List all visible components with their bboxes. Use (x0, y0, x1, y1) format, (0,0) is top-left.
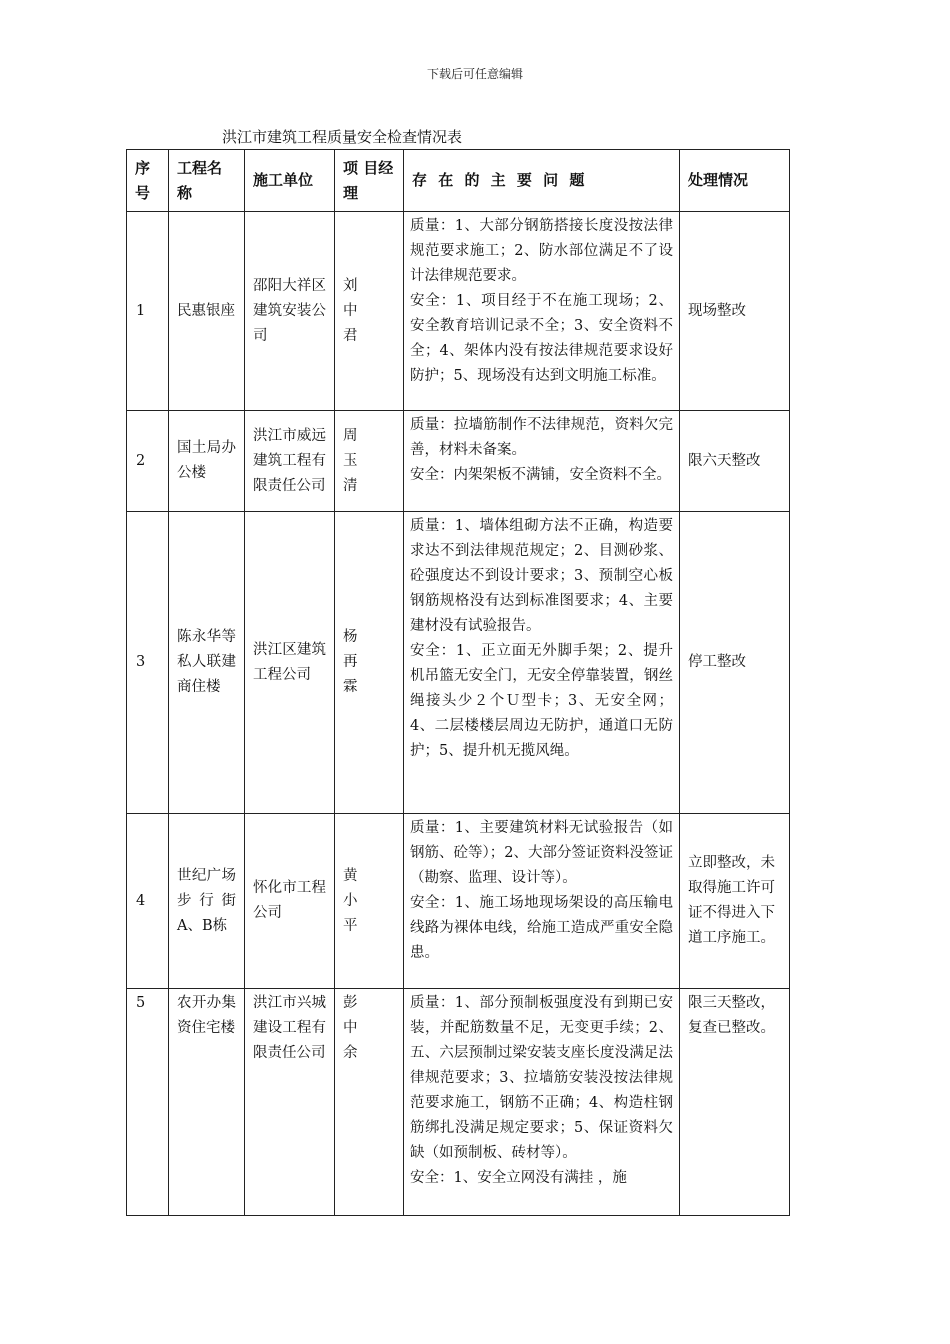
project-name: 民惠银座 (169, 212, 245, 411)
handling-result: 停工整改 (680, 512, 790, 814)
issues-cell (404, 814, 680, 989)
row-no: 1 (127, 212, 169, 411)
row-no: 3 (127, 512, 169, 814)
quality-issues: 质量：1、墙体组砌方法不正确，构造要求达不到法律规范规定；2、目测砂浆、砼强度达不到设计要求；3、预制空心板钢筋规格没有达到标准图要求；4、主要建材没有试验报告。 (410, 518, 673, 634)
quality-issues: 质量：1、部分预制板强度没有到期已安装，并配筋数量不足，无变更手续；2、五、六层预制过梁安装支座长度没满足法律规范要求；3、拉墙筋安装没按法律规范要求施工，钢筋不正确；4、构造柱钢筋绑扎没满足规定要求；5、保证资料欠缺（如预制板、砖材等）。 (410, 995, 673, 1161)
construction-unit: 洪江市兴城建设工程有限责任公司 (245, 989, 335, 1216)
safety-issues: 安全：内架架板不满铺，安全资料不全。 (410, 467, 671, 483)
construction-unit: 洪江区建筑工程公司 (245, 512, 335, 814)
safety-issues: 安全：1、正立面无外脚手架；2、提升机吊篮无安全门，无安全停靠装置，钢丝绳接头少２个Ｕ型卡；3、无安全网；4、二层楼楼层周边无防护，通道口无防护；5、提升机无揽风绳。 (410, 643, 673, 759)
header-result: 处理情况 (680, 150, 790, 212)
issues-cell (404, 989, 680, 1216)
construction-unit: 洪江市威远建筑工程有限责任公司 (245, 411, 335, 512)
project-name: 农开办集资住宅楼 (169, 989, 245, 1216)
project-manager: 杨再霖 (335, 512, 404, 814)
project-name: 陈永华等私人联建商住楼 (169, 512, 245, 814)
header-unit: 施工单位 (245, 150, 335, 212)
safety-issues: 安全：1、项目经于不在施工现场；2、安全教育培训记录不全；3、安全资料不全；4、架体内没有按法律规范要求设好防护；5、现场没有达到文明施工标准。 (410, 293, 673, 384)
header-no: 序号 (127, 150, 169, 212)
safety-issues: 安全：1、安全立网没有满挂 ，施 (410, 1170, 627, 1186)
handling-result: 限三天整改，复查已整改。 (680, 989, 790, 1216)
header-manager: 项 目经理 (335, 150, 404, 212)
quality-issues: 质量：拉墙筋制作不法律规范，资料欠完善，材料未备案。 (410, 417, 673, 458)
table-row (127, 512, 790, 814)
handling-result: 限六天整改 (680, 411, 790, 512)
table-header-row (127, 150, 790, 212)
table-row (127, 814, 790, 989)
header-note: 下载后可任意编辑 (426, 67, 523, 81)
quality-issues: 质量：1、主要建筑材料无试验报告（如钢筋、砼等）；2、大部分签证资料没签证（勘察、监理、设计等）。 (410, 820, 673, 886)
construction-unit: 邵阳大祥区建筑安装公司 (245, 212, 335, 411)
issues-cell (404, 512, 680, 814)
header-name: 工程名称 (169, 150, 245, 212)
handling-result: 立即整改，未取得施工许可证不得进入下道工序施工。 (680, 814, 790, 989)
project-name: 世纪广场步行街A、B栋 (169, 814, 245, 989)
project-manager: 刘中君 (335, 212, 404, 411)
document-title: 洪江市建筑工程质量安全检查情况表 (222, 128, 463, 146)
safety-issues: 安全：1、施工场地现场架设的高压输电线路为裸体电线，给施工造成严重安全隐患。 (410, 895, 673, 961)
row-no: 2 (127, 411, 169, 512)
construction-unit: 怀化市工程公司 (245, 814, 335, 989)
project-manager: 周玉清 (335, 411, 404, 512)
project-manager: 彭中余 (335, 989, 404, 1216)
table-row (127, 212, 790, 411)
table-row (127, 989, 790, 1216)
quality-issues: 质量：1、大部分钢筋搭接长度没按法律规范要求施工；2、防水部位满足不了设计法律规范要求。 (410, 218, 673, 284)
header-issues: 存 在 的 主 要 问 题 (404, 150, 680, 212)
issues-cell (404, 411, 680, 512)
project-manager: 黄小平 (335, 814, 404, 989)
row-no: 4 (127, 814, 169, 989)
issues-cell (404, 212, 680, 411)
inspection-table (126, 149, 790, 1216)
row-no: 5 (127, 989, 169, 1216)
project-name: 国土局办公楼 (169, 411, 245, 512)
table-row (127, 411, 790, 512)
handling-result: 现场整改 (680, 212, 790, 411)
